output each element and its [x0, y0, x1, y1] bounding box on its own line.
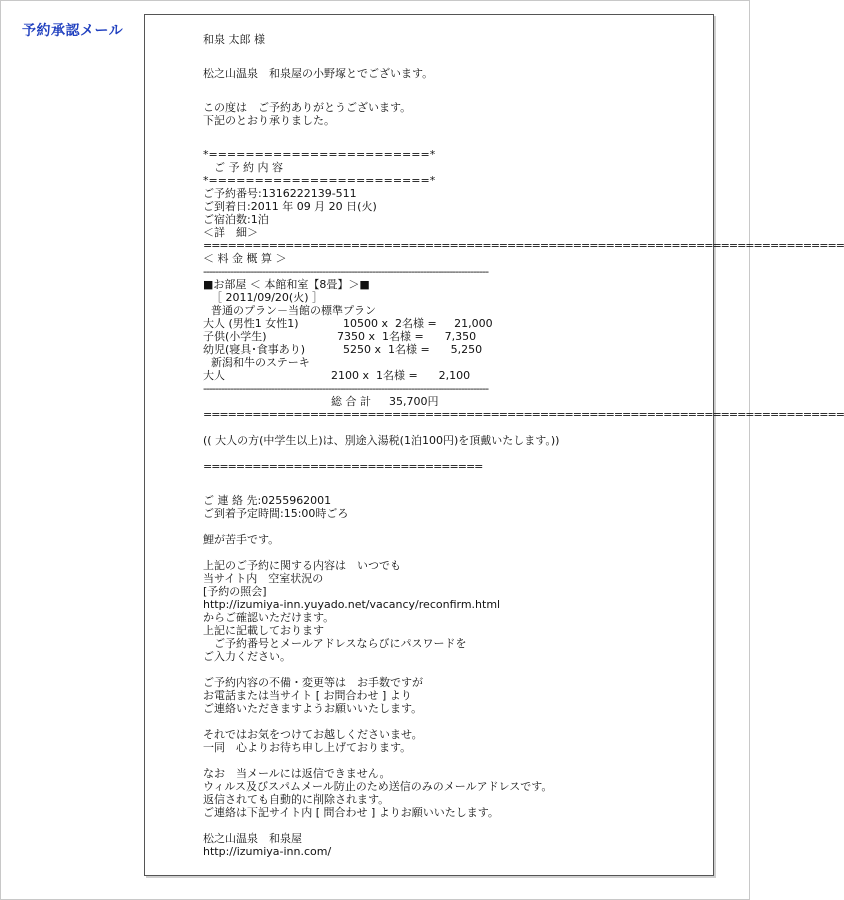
- single-rule: ------------------------------------------------------------------------------------------------: [203, 265, 489, 278]
- reconfirm-link[interactable]: http://izumiya-inn.yuyado.net/vacancy/reconfirm.html: [203, 598, 501, 611]
- item-detail: 7350 x 1名様 = 7,350: [337, 330, 477, 343]
- box-bottom: *========================*: [203, 174, 436, 187]
- option-row: [203, 369, 703, 382]
- option-detail: 2100 x 1名様 = 2,100: [331, 369, 471, 382]
- item-name: 子供(小学生): [203, 330, 267, 343]
- arrival-time: ご到着予定時間:15:00時ごろ: [203, 507, 349, 520]
- item-detail: 5250 x 1名様 = 5,250: [343, 343, 483, 356]
- note-line: 当サイト内 空室状況の: [203, 572, 324, 585]
- option-name: 大人: [203, 369, 225, 382]
- contact-number: ご 連 絡 先:0255962001: [203, 494, 332, 507]
- note-line: からご確認いただけます。: [203, 611, 335, 624]
- double-rule: ==============================================================================: [203, 239, 844, 252]
- item-row: [203, 343, 703, 356]
- total-value: 35,700円: [389, 395, 439, 408]
- notice-line: ご連絡は下記サイト内 [ 問合わせ ] よりお願いいたします。: [203, 806, 499, 819]
- item-name: 幼児(寝具･食事あり): [203, 343, 306, 356]
- details-label: ＜詳 細＞: [203, 226, 258, 239]
- page-title: 予約承認メール: [22, 23, 124, 39]
- item-row: [203, 330, 703, 343]
- stay-date-line: ［ 2011/09/20(火) ］: [211, 291, 323, 304]
- item-detail: 10500 x 2名様 = 21,000: [343, 317, 493, 330]
- signature-name: 松之山温泉 和泉屋: [203, 832, 302, 845]
- nights: ご宿泊数:1泊: [203, 213, 269, 226]
- arrival-date: ご到着日:2011 年 09 月 20 日(火): [203, 200, 377, 213]
- mail-body: [203, 33, 844, 858]
- item-name: 大人 (男性1 女性1): [203, 317, 299, 330]
- notice-line: 返信されても自動的に削除されます。: [203, 793, 390, 806]
- box-title: ご 予 約 内 容: [203, 161, 283, 174]
- change-line: お電話または当サイト [ お問合わせ ] より: [203, 689, 412, 702]
- note-line: ご入力ください。: [203, 650, 291, 663]
- mail-paper: [144, 14, 844, 876]
- thanks-line-2: 下記のとおり承りました。: [203, 114, 335, 127]
- tax-note: (( 大人の方(中学生以上)は、別途入湯税(1泊100円)を頂戴いたします。)): [203, 434, 560, 447]
- total-label: 総 合 計: [331, 395, 371, 408]
- closing-line: それではお気をつけてお越しくださいませ。: [203, 728, 423, 741]
- thanks-line-1: この度は ご予約ありがとうございます。: [203, 101, 412, 114]
- box-top: *========================*: [203, 148, 436, 161]
- single-rule: ------------------------------------------------------------------------------------------------: [203, 382, 489, 395]
- item-row: [203, 317, 703, 330]
- plan-line: 普通のプラン－当館の標準プラン: [211, 304, 376, 317]
- reservation-number: ご予約番号:1316222139-511: [203, 187, 357, 200]
- change-line: ご予約内容の不備・変更等は お手数ですが: [203, 676, 423, 689]
- option-title: 新潟和牛のステーキ: [211, 356, 310, 369]
- intro: 松之山温泉 和泉屋の小野塚とでございます。: [203, 67, 434, 80]
- short-rule: ==================================: [203, 460, 483, 473]
- salutation: 和泉 太郎 様: [203, 33, 265, 46]
- note-line: 上記に記載しております: [203, 624, 324, 637]
- room-line: ■お部屋 ＜ 本館和室【8畳】＞■: [203, 278, 370, 291]
- note-line: 上記のご予約に関する内容は いつでも: [203, 559, 401, 572]
- signature-link[interactable]: http://izumiya-inn.com/: [203, 845, 332, 858]
- notice-line: なお 当メールには返信できません。: [203, 767, 391, 780]
- closing-line: 一同 心よりお待ち申し上げております。: [203, 741, 412, 754]
- double-rule: ==============================================================================: [203, 408, 844, 421]
- remark: 鯉が苦手です。: [203, 533, 280, 546]
- total-row: [203, 395, 703, 408]
- note-line: ご予約番号とメールアドレスならびにパスワードを: [203, 637, 467, 650]
- note-line: [予約の照会]: [203, 585, 267, 598]
- change-line: ご連絡いただきますようお願いいたします。: [203, 702, 423, 715]
- notice-line: ウィルス及びスパムメール防止のため送信のみのメールアドレスです。: [203, 780, 553, 793]
- fee-summary-heading: ＜ 料 金 概 算 ＞: [203, 252, 287, 265]
